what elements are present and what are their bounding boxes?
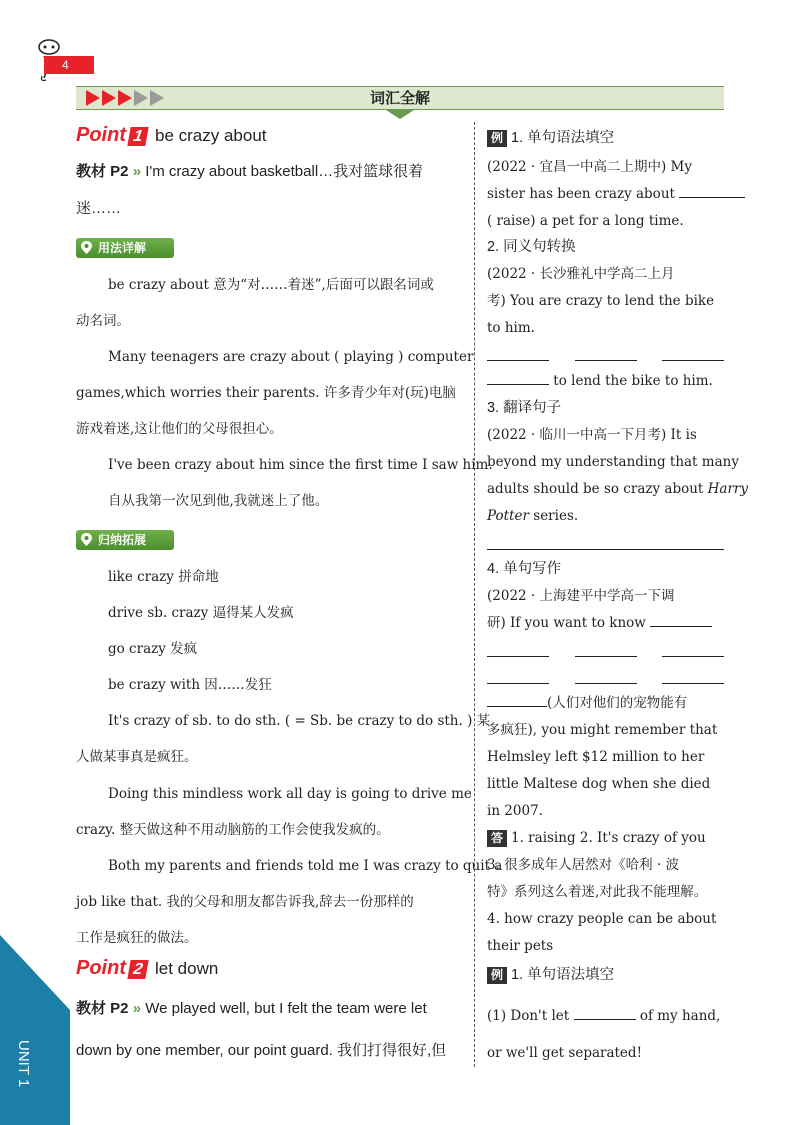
point-number: 2 xyxy=(127,960,148,979)
answer-label: 答 xyxy=(487,830,507,847)
q4-line-6: 多疯狂), you might remember that xyxy=(487,722,718,738)
answer-line-1: 答 1. raising 2. It's crazy of you xyxy=(487,829,706,847)
q1-line-3: ( raise) a pet for a long time. xyxy=(487,213,684,229)
answer-blank xyxy=(487,706,547,707)
section-title: 词汇全解 xyxy=(369,89,430,107)
answer-blank xyxy=(575,360,637,361)
q5-line-2: or we'll get separated! xyxy=(487,1045,642,1061)
answer-line-2: 3. 很多成年人居然对《哈利 · 波 xyxy=(487,857,680,873)
pin-icon xyxy=(81,241,92,254)
answer-line-3: 特》系列这么着迷,对此我不能理解。 xyxy=(487,884,708,900)
textbook-line-2: 迷…… xyxy=(76,200,122,217)
expand-tag xyxy=(76,530,174,550)
banner-notch-icon xyxy=(386,110,414,119)
side-tab-shape xyxy=(0,935,70,1125)
q2-line-3: to him. xyxy=(487,320,535,336)
q2-line-1: (2022 · 长沙雅礼中学高二上月 xyxy=(487,266,675,282)
q1-line-2: sister has been crazy about xyxy=(487,185,745,203)
column-divider xyxy=(474,122,475,1067)
phrase-5-line-1: It's crazy of sb. to do sth. ( = Sb. be crazy to do sth. ) 某 xyxy=(108,713,491,729)
phrase-4: be crazy with 因……发狂 xyxy=(108,677,272,693)
example-2-line-2: 自从我第一次见到他,我就迷上了他。 xyxy=(108,493,329,509)
pin-icon xyxy=(81,533,92,546)
q2-line-2: 考) You are crazy to lend the bike xyxy=(487,293,715,309)
answer-blank xyxy=(487,384,549,385)
example-4-line-3: 工作是疯狂的做法。 xyxy=(76,930,198,946)
answer-blank xyxy=(679,197,745,198)
q3-line-2: beyond my understanding that many xyxy=(487,454,739,470)
q1-head: 1. 单句语法填空 xyxy=(511,130,615,146)
answer-blank xyxy=(575,656,637,657)
usage-text-1: be crazy about 意为“对……着迷”,后面可以跟名词或 xyxy=(108,277,434,293)
textbook-label: 教材 P2 xyxy=(76,163,129,180)
page-number: 4 xyxy=(44,56,94,74)
answer-blank xyxy=(662,360,724,361)
example-2-line-1: I've been crazy about him since the first time I saw him. xyxy=(108,457,493,473)
unit-label: UNIT 1 xyxy=(15,1040,32,1088)
answer-blank xyxy=(574,1019,636,1020)
answer-blank xyxy=(662,656,724,657)
textbook-line xyxy=(76,163,423,181)
answer-line-5: their pets xyxy=(487,938,554,954)
q5-head: 1. 单句语法填空 xyxy=(511,967,615,983)
point-title: let down xyxy=(155,959,219,978)
example-4-line-1: Both my parents and friends told me I was crazy to quit a xyxy=(108,858,503,874)
usage-tag-text: 用法详解 xyxy=(98,241,147,255)
q2-head: 2. 同义句转换 xyxy=(487,239,576,255)
q3-line-1: (2022 · 临川一中高一下月考) It is xyxy=(487,427,697,443)
q3-line-4: Potter series. xyxy=(487,508,579,524)
phrase-1: like crazy 拼命地 xyxy=(108,569,219,585)
textbook-label: 教材 P2 xyxy=(76,1000,129,1017)
textbook-marker: » xyxy=(132,1000,142,1017)
point2-heading xyxy=(76,957,218,980)
q4-line-7: Helmsley left $12 million to her xyxy=(487,749,705,765)
example-label: 例 xyxy=(487,967,507,984)
point1-heading xyxy=(76,124,267,147)
example-label: 例 xyxy=(487,130,507,147)
textbook-text: I'm crazy about basketball…我对篮球很着 xyxy=(145,163,424,180)
q4-line-5: (人们对他们的宠物能有 xyxy=(487,694,687,712)
expand-tag-text: 归纳拓展 xyxy=(98,533,147,547)
q3-line-3: adults should be so crazy about Harry xyxy=(487,481,748,497)
answer-blank xyxy=(662,683,724,684)
answer-blank xyxy=(575,683,637,684)
example-3-line-1: Doing this mindless work all day is going to drive me xyxy=(108,786,472,802)
answer-line-4: 4. how crazy people can be about xyxy=(487,911,717,927)
q2-line-5: to lend the bike to him. xyxy=(487,372,713,390)
q5-line-1: (1) Don't let of my hand, xyxy=(487,1008,721,1024)
phrase-2: drive sb. crazy 逼得某人发疯 xyxy=(108,605,294,621)
example-3-line-2: crazy. 整天做这种不用动脑筋的工作会使我发疯的。 xyxy=(76,822,390,838)
point-word: Point xyxy=(76,124,126,146)
example-1-line-2: games,which worries their parents. 许多青少年对(玩)电脑 xyxy=(76,385,456,401)
example-1-line-3: 游戏着迷,这让他们的父母很担心。 xyxy=(76,421,283,437)
answer-blank xyxy=(487,656,549,657)
phrase-3: go crazy 发疯 xyxy=(108,641,198,657)
example-1-line-1: Many teenagers are crazy about ( playing ) computer xyxy=(108,349,474,365)
section-banner xyxy=(76,86,724,110)
point2-line-2: down by one member, our point guard. 我们打得很好,但 xyxy=(76,1042,447,1059)
answer-blank xyxy=(650,626,712,627)
q4-line-1: (2022 · 上海建平中学高一下调 xyxy=(487,588,675,604)
point2-textbook-line xyxy=(76,1000,427,1018)
q4-line-9: in 2007. xyxy=(487,803,543,819)
q4-line-2: 研) If you want to know xyxy=(487,614,712,632)
q4-line-8: little Maltese dog when she died xyxy=(487,776,711,792)
point-number: 1 xyxy=(127,127,148,146)
usage-text-2: 动名词。 xyxy=(76,313,130,329)
example-4-line-2: job like that. 我的父母和朋友都告诉我,辞去一份那样的 xyxy=(76,894,414,910)
phrase-5-line-2: 人做某事真是疯狂。 xyxy=(76,749,198,765)
q4-head: 4. 单句写作 xyxy=(487,561,562,577)
answer-blank xyxy=(487,683,549,684)
answer-blank xyxy=(487,549,724,550)
q1-line-1: (2022 · 宜昌一中高二上期中) My xyxy=(487,159,693,175)
exercise-2-heading xyxy=(487,966,614,984)
point-title: be crazy about xyxy=(155,126,267,145)
answer-blank xyxy=(487,360,549,361)
textbook-text: We played well, but I felt the team were let xyxy=(145,1000,427,1017)
textbook-marker: » xyxy=(132,163,142,180)
exercise-heading xyxy=(487,129,614,147)
usage-tag xyxy=(76,238,174,258)
q3-head: 3. 翻译句子 xyxy=(487,400,562,416)
point-word: Point xyxy=(76,957,126,979)
